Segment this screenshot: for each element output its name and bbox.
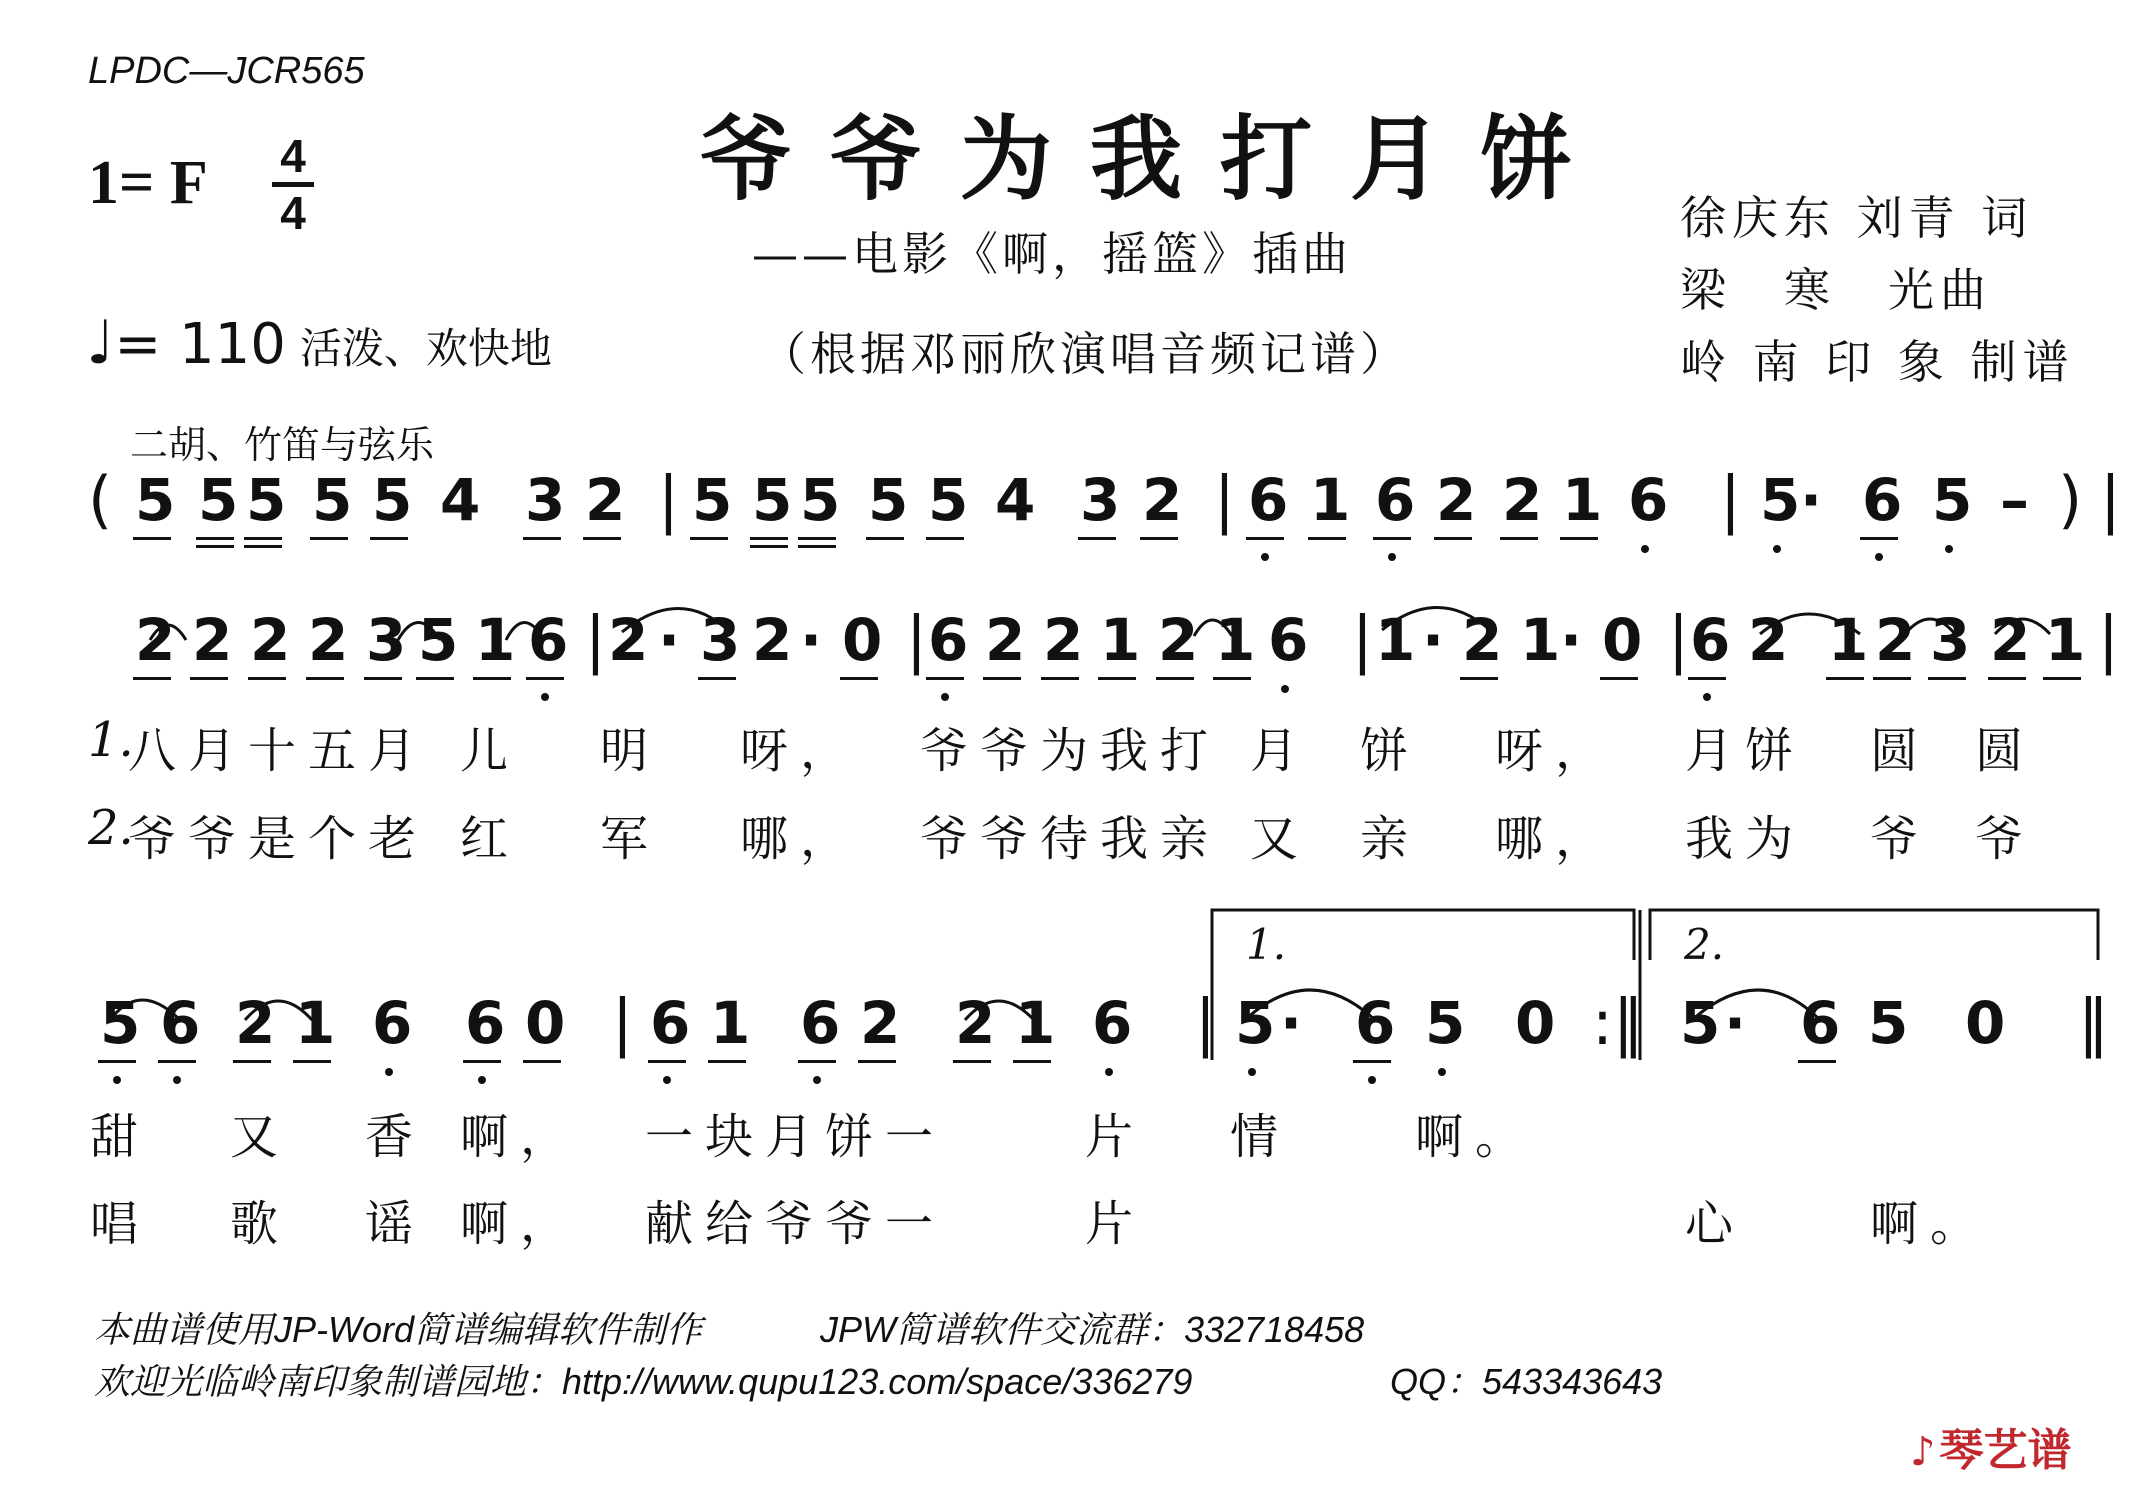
logo-mark-icon: ♪ [1910,1429,1936,1475]
note: · [658,606,681,674]
note: · [1560,606,1583,674]
lyric-word: 啊， [460,1196,581,1252]
lyric-word: 月 [1250,723,1311,779]
lyric-word: 哪， [1495,811,1616,867]
lyric-word: 圆 [1975,723,2036,779]
lyric-word: 呀， [740,723,861,779]
note: 6 [1690,606,1731,674]
note: 1 [1215,606,1256,674]
note: 2 [1748,606,1789,674]
note: 2 [585,466,626,534]
lyric-word: 爷 [1870,811,1931,867]
note: 5 [418,606,459,674]
barline-symbol: | [658,463,679,536]
barline-symbol: | [1214,463,1235,536]
note: 6 [650,989,691,1057]
lyric-word: 军 [600,811,661,867]
note: 6 [1268,606,1309,674]
key-signature: 1= F [88,149,208,217]
tempo-mark: 活泼、欢快地 [299,324,552,373]
lyric-word: 1. [88,712,134,768]
lyrics-verse2-line1 [0,800,2137,870]
note: 1 [710,989,751,1057]
lyric-word: 啊， [460,1109,581,1165]
note: 1 [1562,466,1603,534]
note: 2 [192,606,233,674]
barline-symbol: | [1720,463,1741,536]
barline-symbol: :‖ [1592,986,1644,1059]
note: 2 [1436,466,1477,534]
note: 1 [1375,606,1416,674]
lyric-word: 红 [460,811,521,867]
lyric-word: 月饼 [1685,723,1806,779]
note: 1 [1828,606,1869,674]
note: · [1280,989,1303,1057]
lyric-word: 谣 [365,1196,426,1252]
logo-text: 琴艺谱 [1939,1425,2072,1476]
tempo-value: = 110 [114,312,286,377]
lyric-word: 儿 [460,723,521,779]
note: 0 [1965,989,2006,1057]
note: 6 [372,989,413,1057]
note: 5 [692,466,733,534]
footer-qq: QQ：543343643 [1390,1361,1663,1402]
note: 2 [1158,606,1199,674]
barline-symbol: | [1352,603,1373,676]
lyric-word: 爷爷是个老 [128,811,429,867]
barline-symbol: | [2098,603,2119,676]
lyric-word: 爷 [1975,811,2036,867]
note: 3 [700,606,741,674]
footer-website: 欢迎光临岭南印象制谱园地：http://www.qupu123.com/space/336279 [94,1361,1193,1402]
note: 3 [366,606,407,674]
note: 5 [1868,989,1909,1057]
note: 0 [1602,606,1643,674]
note: 2 [985,606,1026,674]
song-title: 爷爷为我打月饼 [700,105,1611,213]
note: 4 [440,466,481,534]
lyric-word: 献给爷爷一 [645,1196,946,1252]
lyric-word: 明 [600,723,661,779]
note: 2 [752,606,793,674]
note: 2 [1502,466,1543,534]
note: 5 [1760,466,1801,534]
barline-symbol: | [585,603,606,676]
lyrics-verse1-line1 [0,712,2137,782]
lyric-word: 亲 [1360,811,1421,867]
note: 2 [308,606,349,674]
lyric-word: 爷爷待我亲 [920,811,1221,867]
note: 5 [1932,466,1973,534]
note: 6 [1375,466,1416,534]
lyric-word: 啊。 [1415,1109,1536,1165]
note: 5 [312,466,353,534]
note: 1 [1100,606,1141,674]
lyric-word: 饼 [1360,723,1421,779]
quarter-note-icon: ♩ [86,308,115,378]
note: 5 [868,466,909,534]
note: 4 [995,466,1036,534]
barline-symbol: ) [2058,463,2083,536]
instrumentation: 二胡、竹笛与弦乐 [130,423,435,467]
score-code: LPDC—JCR565 [88,50,365,92]
note: 5 [372,466,413,534]
lyric-word: 片 [1085,1196,1146,1252]
ending-2: 2. [1684,920,1725,969]
lyric-word: 情 [1230,1109,1291,1165]
ending-1: 1. [1246,920,1287,969]
lyrics-verse2-line2 [0,1185,2137,1255]
note: 0 [842,606,883,674]
note: 6 [1248,466,1289,534]
note: 6 [800,989,841,1057]
credit-composer: 梁 寒 光曲 [1680,263,1992,317]
note: · [1724,989,1747,1057]
time-top: 4 [280,130,306,182]
note: 1 [1520,606,1561,674]
lyric-word: 我为 [1685,811,1806,867]
lyric-word: 歌 [230,1196,291,1252]
note: 1 [475,606,516,674]
note: 6 [1862,466,1903,534]
note: 5 [135,466,176,534]
footer-group: JPW简谱软件交流群：332718458 [820,1309,1365,1350]
note: 5 [928,466,969,534]
lyric-word: 呀， [1495,723,1616,779]
note: 2 [235,989,276,1057]
note: – [2000,466,2029,534]
note: 3 [1080,466,1121,534]
lyric-word: 香 [365,1109,426,1165]
note: 6 [465,989,506,1057]
credit-engraver: 岭 南 印 象 制谱 [1680,335,2075,389]
barline-symbol: | [1668,603,1689,676]
note: 1 [295,989,336,1057]
lyric-word: 一块月饼一 [645,1109,946,1165]
barline-symbol: | [612,986,633,1059]
song-subtitle: ——电影《啊，摇篮》插曲 [752,227,1352,281]
note: 6 [1092,989,1133,1057]
note: 2 [135,606,176,674]
note: 2 [1142,466,1183,534]
lyric-word: 哪， [740,811,861,867]
lyric-word: 心 [1685,1196,1746,1252]
note: 2 [1990,606,2031,674]
note: 5 [1235,989,1276,1057]
note: 2 [608,606,649,674]
note: 6 [160,989,201,1057]
note: 6 [528,606,569,674]
footer-software: 本曲谱使用JP-Word简谱编辑软件制作 [94,1309,703,1350]
note: 6 [1800,989,1841,1057]
note: · [800,606,823,674]
credit-lyricist: 徐庆东 刘青 词 [1680,191,2034,245]
lyric-word: 爷爷为我打 [920,723,1221,779]
note: 3 [525,466,566,534]
note: 1 [1310,466,1351,534]
note: · [1422,606,1445,674]
lyric-word: 八月十五月 [128,723,429,779]
note: 2 [1043,606,1084,674]
note: 1 [1015,989,1056,1057]
time-bottom: 4 [280,187,306,239]
note: 6 [928,606,969,674]
lyric-word: 唱 [90,1196,151,1252]
lyric-word: 圆 [1870,723,1931,779]
note: 2 [955,989,996,1057]
note: 0 [525,989,566,1057]
barline-symbol: ‖ [2078,986,2109,1059]
note: 2 [1875,606,1916,674]
note: 2 [250,606,291,674]
note: 5 [246,466,287,534]
lyric-word: 啊。 [1870,1196,1991,1252]
note: 3 [1930,606,1971,674]
note: 2 [860,989,901,1057]
barline-symbol: ( [88,463,113,536]
note: 0 [1515,989,1556,1057]
note: 5 [100,989,141,1057]
note: 1 [2045,606,2086,674]
note: 5 [198,466,239,534]
note: 6 [1628,466,1669,534]
brand-logo [1910,1414,2072,1478]
lyric-word: 甜 [90,1109,151,1165]
note: 6 [1355,989,1396,1057]
note: 5 [1680,989,1721,1057]
note: 5 [752,466,793,534]
lyric-word: 又 [1250,811,1311,867]
note: · [1800,466,1823,534]
note: 5 [800,466,841,534]
lyric-word: 又 [230,1109,291,1165]
barline-symbol: | [2100,463,2121,536]
barline-symbol: | [906,603,927,676]
transcription-note: （根据邓丽欣演唱音频记谱） [760,327,1410,381]
barline-symbol: | [1195,986,1216,1059]
note: 2 [1462,606,1503,674]
lyrics-verse1-line2 [0,1098,2137,1168]
note: 5 [1425,989,1466,1057]
lyric-word: 2. [88,800,134,856]
lyric-word: 片 [1085,1109,1146,1165]
